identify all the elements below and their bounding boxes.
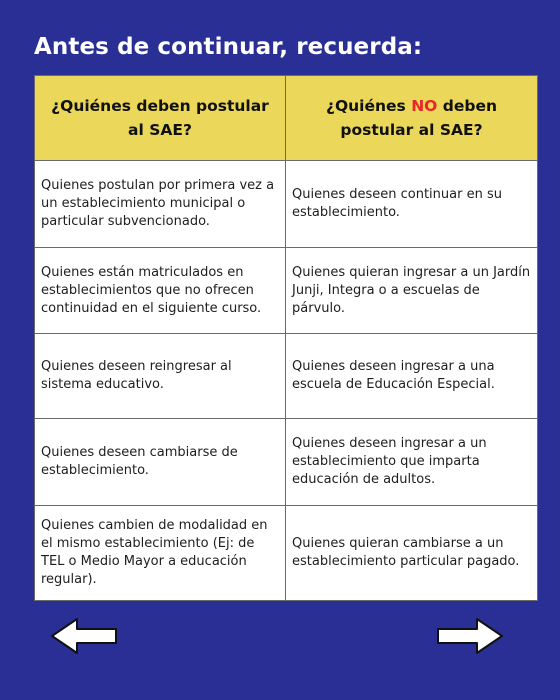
header-no-highlight: NO <box>411 97 438 115</box>
header-right-post: deben postular al SAE? <box>340 97 497 139</box>
table-cell-left: Quienes deseen reingresar al sistema educativo. <box>35 334 286 419</box>
table-cell-left: Quienes cambien de modalidad en el mismo establecimiento (Ej: de TEL o Medio Mayor a educación regular). <box>35 506 286 601</box>
table-row <box>35 506 538 601</box>
table-row <box>35 419 538 506</box>
header-right-pre: ¿Quiénes <box>325 97 412 115</box>
arrow-right-icon[interactable] <box>434 616 504 656</box>
arrow-left-icon[interactable] <box>50 616 120 656</box>
table-cell-right: Quienes deseen ingresar a una escuela de Educación Especial. <box>286 334 538 419</box>
header-should-not-apply <box>286 76 538 161</box>
table-cell-left: Quienes deseen cambiarse de establecimiento. <box>35 419 286 506</box>
table-cell-left: Quienes están matriculados en establecimientos que no ofrecen continuidad en el siguiente curso. <box>35 248 286 334</box>
table-cell-right: Quienes quieran cambiarse a un establecimiento particular pagado. <box>286 506 538 601</box>
table-row <box>35 248 538 334</box>
table-row <box>35 334 538 419</box>
table-header-row <box>35 76 538 161</box>
table-row <box>35 161 538 248</box>
table-cell-right: Quienes quieran ingresar a un Jardín Junji, Integra o a escuelas de párvulo. <box>286 248 538 334</box>
header-should-apply: ¿Quiénes deben postular al SAE? <box>35 76 286 161</box>
page-title: Antes de continuar, recuerda: <box>34 34 423 60</box>
table-cell-right: Quienes deseen continuar en su establecimiento. <box>286 161 538 248</box>
sae-comparison-table <box>34 75 538 601</box>
table-cell-left: Quienes postulan por primera vez a un establecimiento municipal o particular subvencionado. <box>35 161 286 248</box>
table-cell-right: Quienes deseen ingresar a un establecimiento que imparta educación de adultos. <box>286 419 538 506</box>
